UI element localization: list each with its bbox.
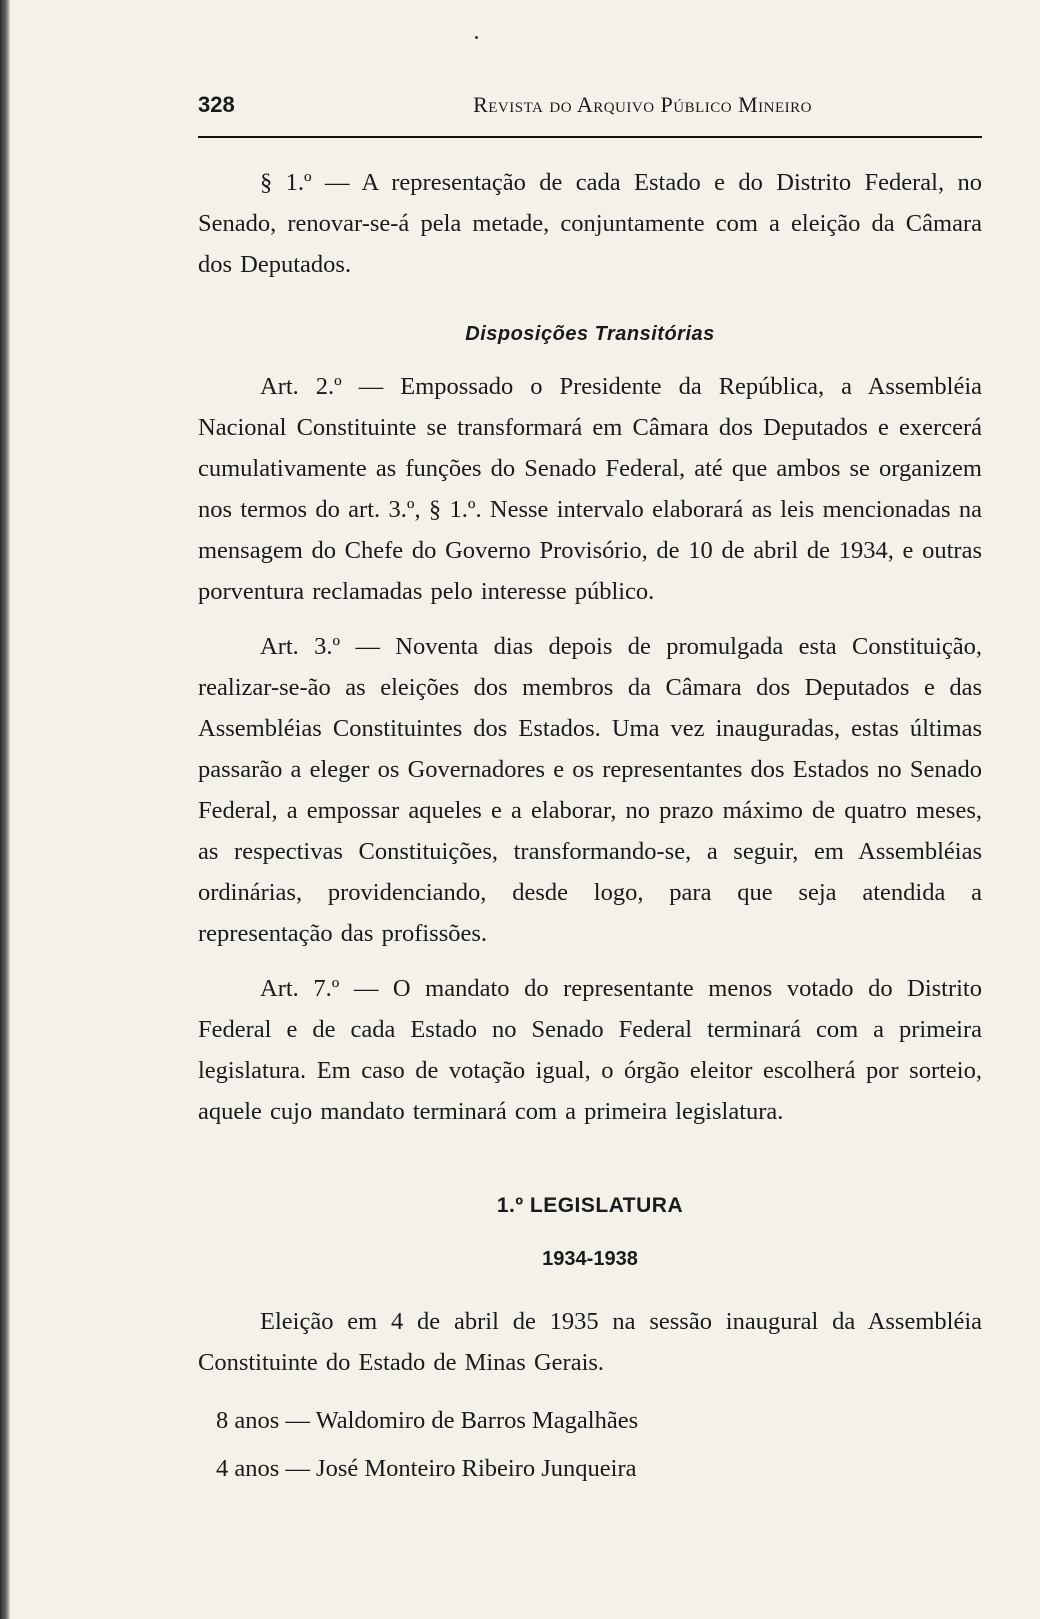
paragraph-senate-renewal: § 1.º — A representação de cada Estado e do Distrito Federal, no Senado, renovar-se-á pela metade, conjuntamente com a eleição da Câmara dos Deputados.	[198, 169, 982, 278]
legislature-title: 1.º LEGISLATURA	[496, 1194, 684, 1217]
page	[198, 92, 982, 1493]
page-edge	[0, 0, 10, 1619]
article-3: Art. 3.º — Noventa dias depois de promulgada esta Constituição, realizar-se-ão as eleições dos membros da Câmara dos Deputados e das Assembléias Constituintes dos Estados. Uma vez inauguradas, estas últimas passarão a eleger os Governadores e os representantes dos Estados no Senado Federal, a empossar aqueles e a elaborar, no prazo máximo de quatro meses, as respectivas Constituições, transformando-se, a seguir, em Assembléias ordinárias, providenciando, desde logo, para que seja atendida a representação das profissões.	[198, 633, 982, 947]
article-2: Art. 2.º — Empossado o Presidente da República, a Assembléia Nacional Constituinte se transformará em Câmara dos Deputados e exercerá cumulativamente as funções do Senado Federal, até que ambos se organizem nos termos do art. 3.º, § 1.º. Nesse intervalo elaborará as leis mencionadas na mensagem do Chefe do Governo Provisório, de 10 de abril de 1934, e outras porventura reclamadas pelo interesse público.	[198, 373, 982, 605]
election-paragraph: Eleição em 4 de abril de 1935 na sessão inaugural da Assembléia Constituinte do Estado de Minas Gerais.	[198, 1308, 982, 1376]
legislature-years: 1934-1938	[542, 1248, 638, 1270]
running-title: Revista do Arquivo Público Mineiro	[473, 92, 812, 117]
section-heading: Disposições Transitórias	[465, 323, 715, 345]
senator-list	[198, 1397, 982, 1493]
page-number: 328	[198, 92, 235, 117]
article-7: Art. 7.º — O mandato do representante menos votado do Distrito Federal e de cada Estado no Senado Federal terminará com a primeira legislatura. Em caso de votação igual, o órgão eleitor escolherá por sorteio, aquele cujo mandato terminará com a primeira legislatura.	[198, 975, 982, 1125]
page-header	[198, 92, 982, 138]
list-item: 4 anos — José Monteiro Ribeiro Junqueira	[216, 1455, 637, 1482]
list-item: 8 anos — Waldomiro de Barros Magalhães	[216, 1407, 639, 1434]
speck	[475, 36, 478, 39]
